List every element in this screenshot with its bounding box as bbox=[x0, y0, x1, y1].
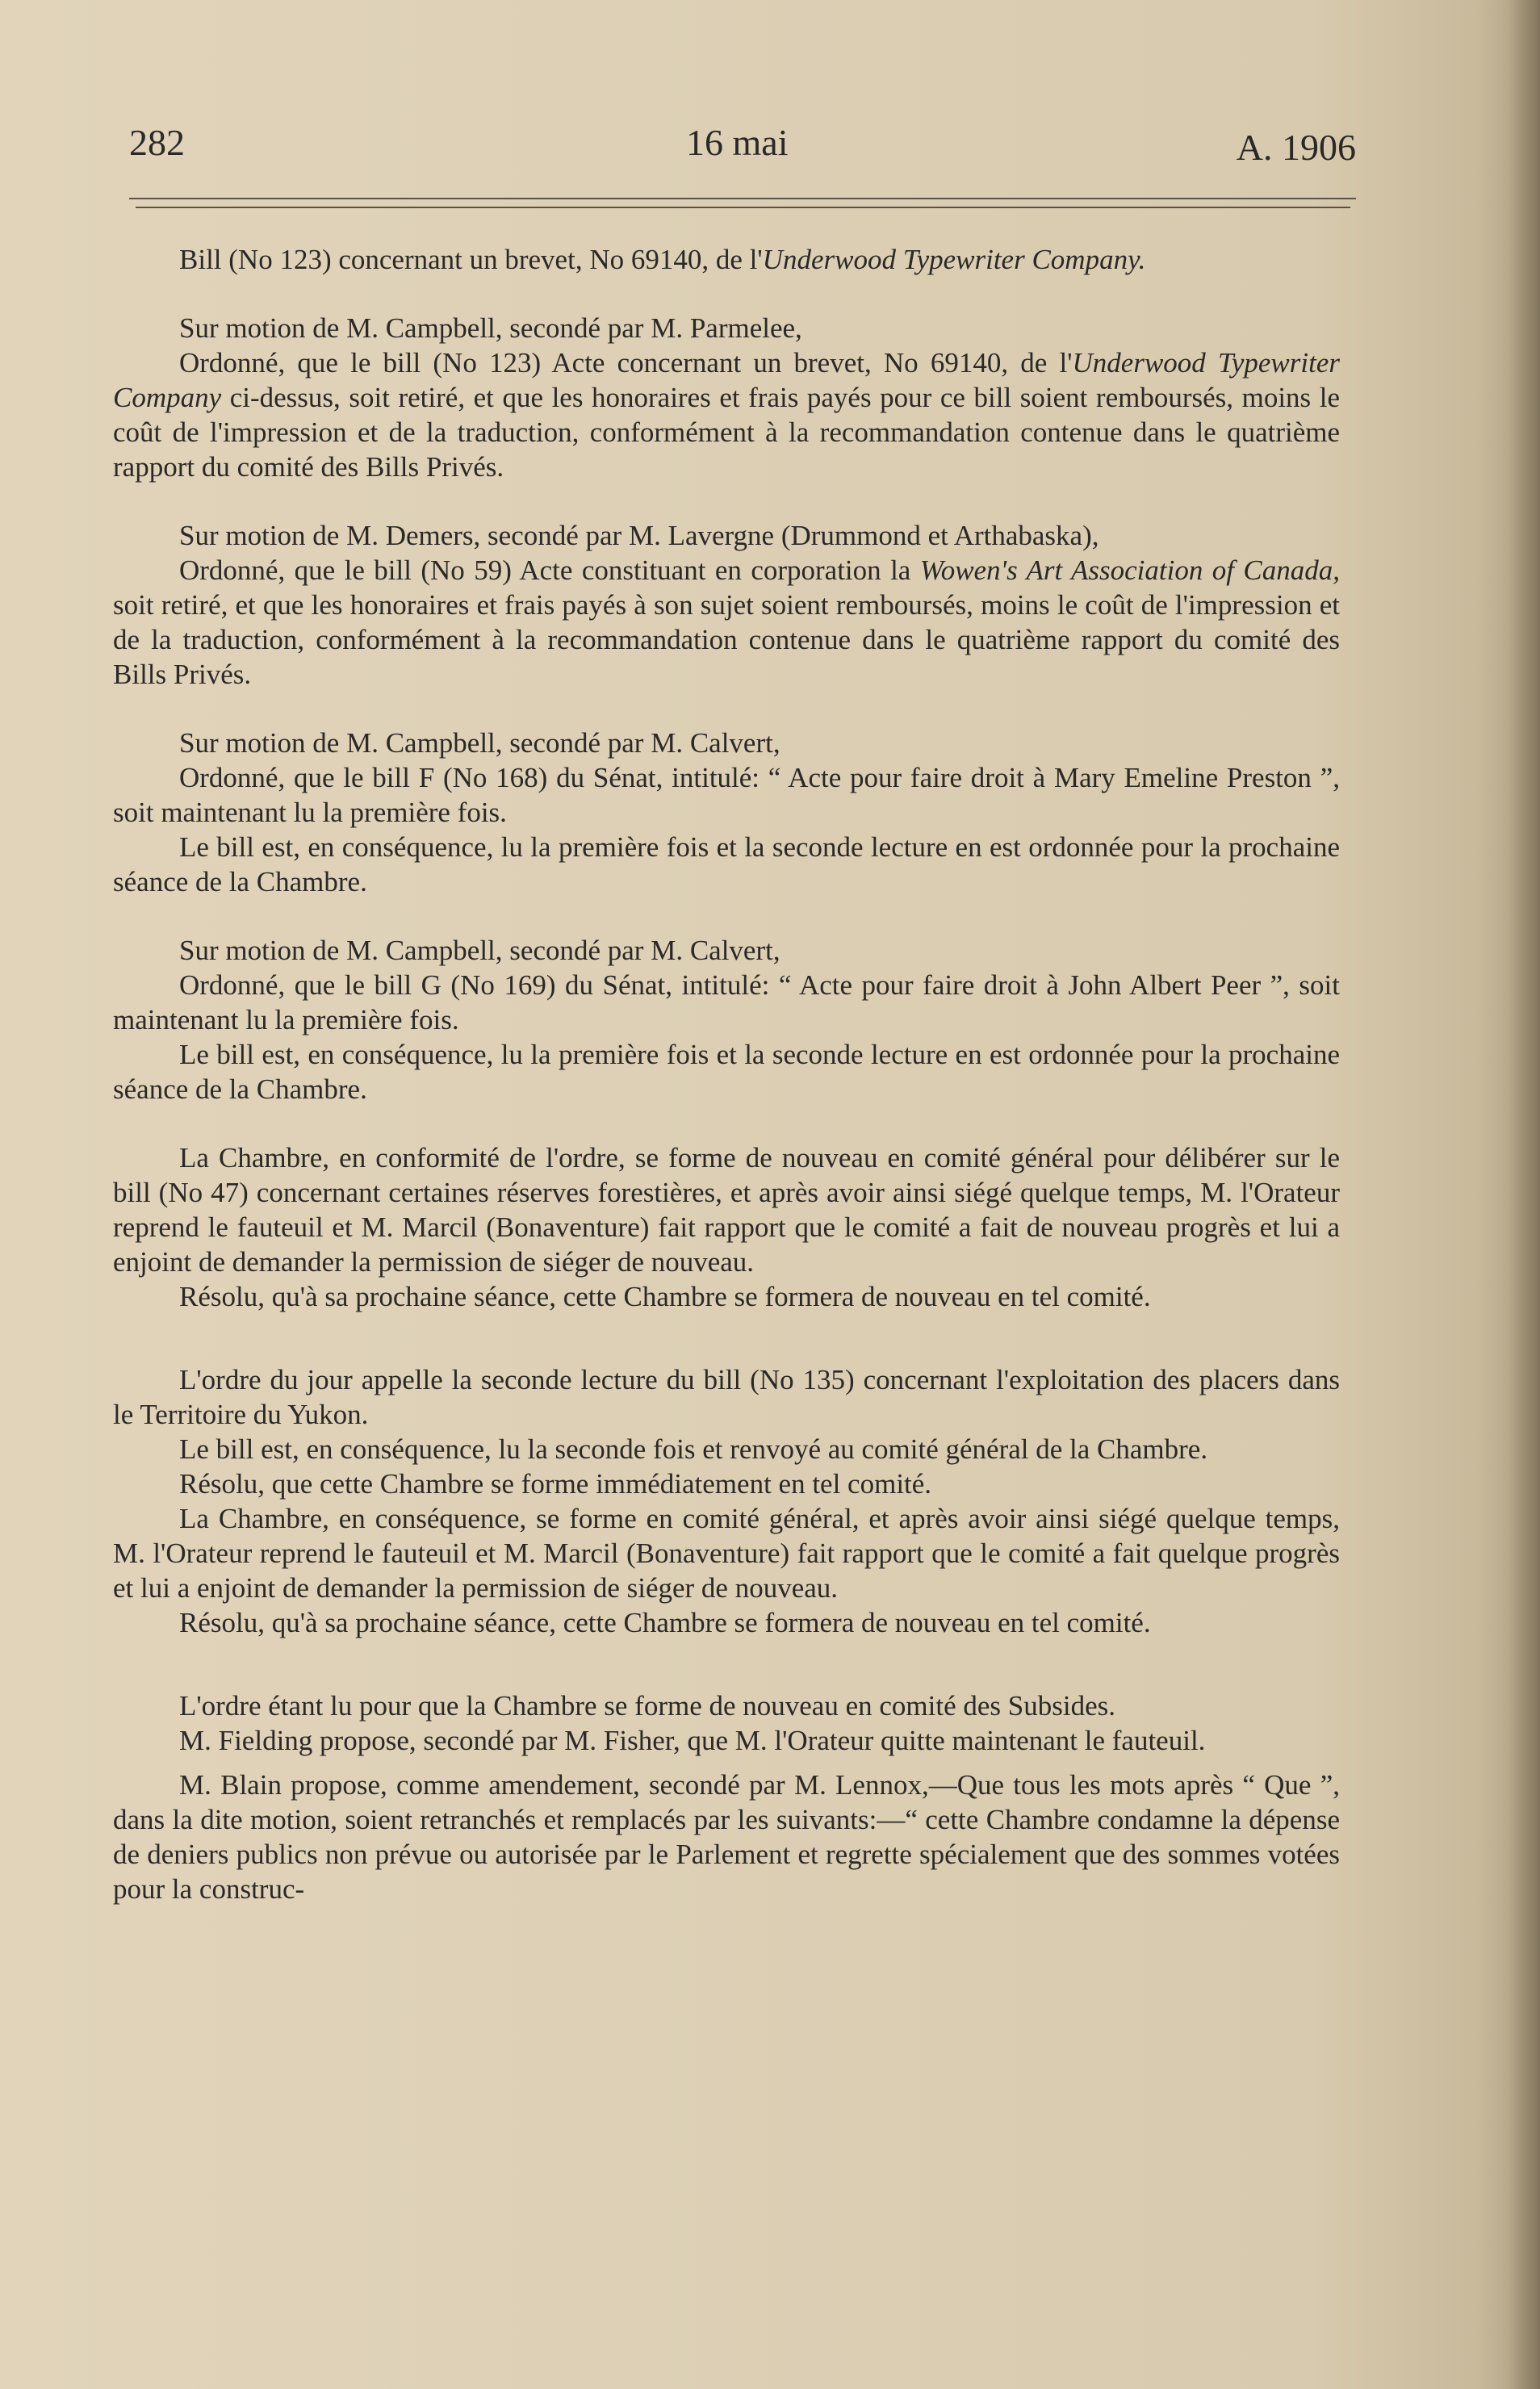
bill-g-first-reading: Le bill est, en conséquence, lu la première fois et la seconde lecture en est ordonnée pour la prochaine séance de la Chambre. bbox=[113, 1039, 1340, 1105]
committee-yukon-placers: La Chambre, en conséquence, se forme en comité général, et après avoir ainsi siégé quelque temps, M. l'Orateur reprend le fauteuil et M. Marcil (Bonaventure) fait rapport que le comité a fait quelque progrès et lui a enjoint de demander la permission de siéger de nouveau. bbox=[113, 1503, 1340, 1604]
order-second-reading-bill-135: L'ordre du jour appelle la seconde lecture du bill (No 135) concernant l'exploitation des placers dans le Territoire du Yukon. bbox=[113, 1364, 1340, 1430]
committee-forest-reserves: La Chambre, en conformité de l'ordre, se forme de nouveau en comité général pour délibérer sur le bill (No 47) concernant certaines réserves forestières, et après avoir ainsi siégé quelque temps, M. l'Orateur reprend le fauteuil et M. Marcil (Bonaventure) fait rapport que le comité a fait de nouveau progrès et lui a enjoint de demander la permission de siéger de nouveau. bbox=[113, 1142, 1340, 1278]
resolution-committee-1: Résolu, qu'à sa prochaine séance, cette Chambre se formera de nouveau en tel comité. bbox=[179, 1281, 1151, 1312]
bill-heading: Bill (No 123) concernant un brevet, No 69140, de l'Underwood Typewriter Company. bbox=[179, 244, 1146, 275]
motion-fielding-fisher: M. Fielding propose, secondé par M. Fisher, que M. l'Orateur quitte maintenant le fauteuil. bbox=[179, 1725, 1206, 1756]
motion-campbell-parmelee: Sur motion de M. Campbell, secondé par M. Parmelee, bbox=[179, 312, 802, 344]
motion-campbell-calvert-2: Sur motion de M. Campbell, secondé par M. Calvert, bbox=[179, 935, 780, 966]
header-rule-top bbox=[129, 198, 1356, 199]
order-bill-g-169: Ordonné, que le bill G (No 169) du Sénat, intitulé: “ Acte pour faire droit à John Albert Peer ”, soit maintenant lu la première fois. bbox=[113, 969, 1340, 1036]
header-date: 16 mai bbox=[686, 122, 789, 163]
document-body bbox=[113, 242, 1340, 1906]
resolution-immediate-committee: Résolu, que cette Chambre se forme immédiatement en tel comité. bbox=[179, 1468, 932, 1500]
amendment-blain-lennox: M. Blain propose, comme amendement, secondé par M. Lennox,—Que tous les mots après “ Que ”, dans la dite motion, soient retranchés et remplacés par les suivants:—“ cette Chambre condamne la dépense de deniers publics non prévue ou autorisée par le Parlement et regrette spécialement que des sommes votées pour la construc- bbox=[113, 1769, 1340, 1905]
order-bill-f-168: Ordonné, que le bill F (No 168) du Sénat, intitulé: “ Acte pour faire droit à Mary Emeline Preston ”, soit maintenant lu la première fois. bbox=[113, 762, 1340, 828]
resolution-committee-2: Résolu, qu'à sa prochaine séance, cette Chambre se formera de nouveau en tel comité. bbox=[179, 1607, 1151, 1638]
bill-f-first-reading: Le bill est, en conséquence, lu la première fois et la seconde lecture en est ordonnée pour la prochaine séance de la Chambre. bbox=[113, 831, 1340, 897]
motion-demers-lavergne: Sur motion de M. Demers, secondé par M. Lavergne (Drummond et Arthabaska), bbox=[179, 520, 1099, 551]
order-withdraw-bill-123: Ordonné, que le bill (No 123) Acte concernant un brevet, No 69140, de l'Underwood Typewriter Company ci-dessus, soit retiré, et que les honoraires et frais payés pour ce bill soient remboursés, moins le coût de l'impression et de la traduction, conformément à la recommandation contenue dans le quatrième rapport du comité des Bills Privés. bbox=[113, 347, 1340, 483]
page-header bbox=[129, 121, 1356, 178]
page-gutter-shadow bbox=[1508, 0, 1540, 2389]
order-withdraw-bill-59: Ordonné, que le bill (No 59) Acte constituant en corporation la Wowen's Art Association of Canada, soit retiré, et que les honoraires et frais payés à son sujet soient remboursés, moins le coût de l'impression et de la traduction, conformément à la recommandation contenue dans le quatrième rapport du comité des Bills Privés. bbox=[113, 554, 1340, 690]
motion-campbell-calvert-1: Sur motion de M. Campbell, secondé par M. Calvert, bbox=[179, 727, 780, 759]
bill-135-referred: Le bill est, en conséquence, lu la seconde fois et renvoyé au comité général de la Chambre. bbox=[179, 1433, 1208, 1465]
header-year: A. 1906 bbox=[1236, 127, 1356, 168]
page-number: 282 bbox=[129, 122, 185, 163]
order-supply-committee: L'ordre étant lu pour que la Chambre se forme de nouveau en comité des Subsides. bbox=[179, 1690, 1115, 1722]
header-rule-bottom bbox=[136, 207, 1350, 208]
